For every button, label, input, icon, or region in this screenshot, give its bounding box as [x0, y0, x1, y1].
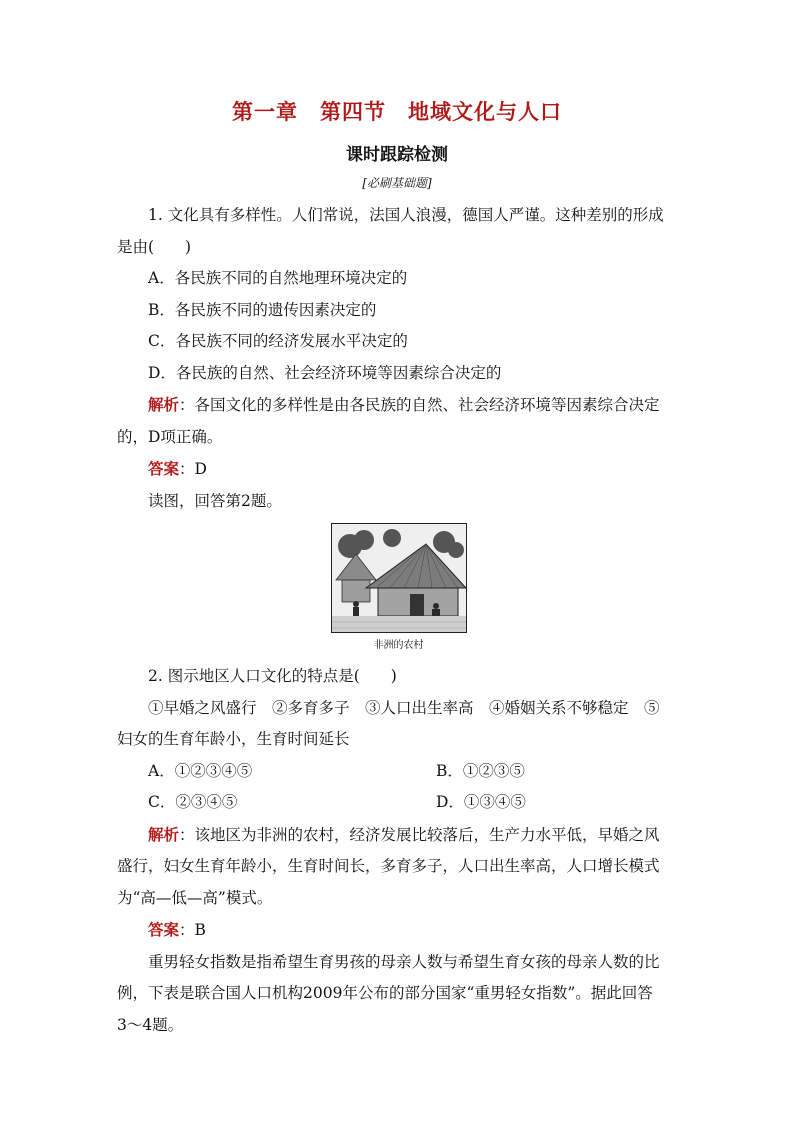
q2-option-b: B．①②③⑤ [436, 761, 525, 780]
analysis-label: 解析 [148, 824, 180, 844]
q2-options-row2 [117, 787, 680, 819]
q2-option-d: D．①③④⑤ [436, 793, 526, 811]
analysis-label: 解析 [148, 395, 180, 414]
q2-option-c: C．②③④⑤ [148, 793, 238, 811]
figure-caption: 非洲的农村 [373, 640, 424, 651]
q2-analysis-line1 [117, 819, 680, 852]
q2-items-line1: ①早婚之风盛行 ②多育多子 ③人口出生率高 ④婚姻关系不够稳定 ⑤ [148, 698, 660, 717]
q1-stem-line1: 1. 文化具有多样性。人们常说，法国人浪漫，德国人严谨。这种差别的形成 [148, 206, 664, 224]
q1-option-c: C．各民族不同的经济发展水平决定的 [148, 332, 408, 350]
african-village-image [331, 523, 467, 633]
q1-option-d: D．各民族的自然、社会经济环境等因素综合决定的 [148, 363, 502, 382]
q2-answer [117, 914, 680, 947]
q2-analysis-text: ：该地区为非洲的农村，经济发展比较落后，生产力水平低，早婚之风 [179, 825, 660, 844]
level-tag: [必刷基础题] [362, 176, 432, 190]
chapter-title: 第一章 第四节 地域文化与人口 [232, 99, 562, 124]
q2-answer-value: ：B [179, 921, 206, 939]
q2-items-line2: 妇女的生育年龄小，生育时间延长 [117, 730, 350, 748]
q1-option-a: A．各民族不同的自然地理环境决定的 [148, 269, 408, 287]
q2-option-a: A．①②③④⑤ [148, 761, 253, 780]
figure [117, 523, 680, 657]
q2-analysis-line2: 盛行，妇女生育年龄小，生育时间长，多育多子，人口出生率高，人口增长模式 [117, 857, 660, 875]
q1-analysis-line1 [117, 389, 680, 422]
q1-answer [117, 453, 680, 486]
section-subtitle: 课时跟踪检测 [346, 145, 448, 165]
q1-analysis-line2: 的，D项正确。 [117, 427, 223, 446]
q2-options-row1 [117, 756, 680, 788]
content [117, 200, 680, 1041]
q1-stem-line2: 是由( ) [117, 237, 192, 256]
answer-label: 答案 [148, 920, 180, 939]
q1-answer-value: ：D [179, 460, 207, 478]
q1-analysis-text: ：各国文化的多样性是由各民族的自然、社会经济环境等因素综合决定 [179, 396, 660, 414]
q2-lead: 读图，回答第2题。 [148, 491, 282, 510]
q1-option-b: B．各民族不同的遗传因素决定的 [148, 300, 377, 319]
village-illustration [332, 524, 466, 632]
intro34-line2: 例，下表是联合国人口机构2009年公布的部分国家“重男轻女指数”。据此回答 [117, 984, 653, 1002]
q2-analysis-line3: 为“高—低—高”模式。 [117, 888, 273, 907]
q2-stem: 2. 图示地区人口文化的特点是( ) [148, 667, 397, 685]
intro34-line1: 重男轻女指数是指希望生育男孩的母亲人数与希望生育女孩的母亲人数的比 [148, 952, 660, 971]
answer-label: 答案 [148, 459, 180, 478]
intro34-line3: 3～4题。 [117, 1015, 184, 1034]
